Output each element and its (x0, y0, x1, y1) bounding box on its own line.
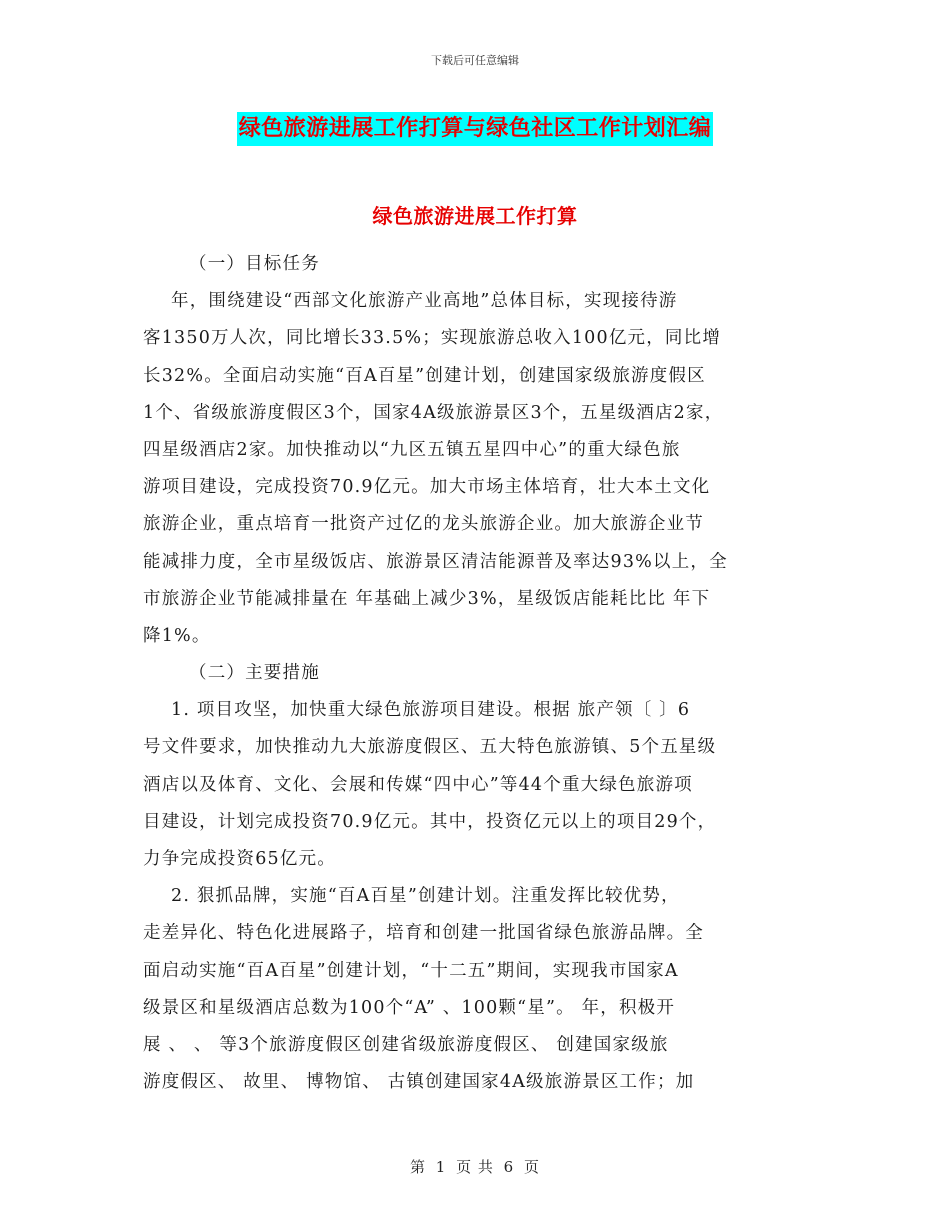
body-line: 力争完成投资65亿元。 (143, 849, 336, 869)
body-line: 能减排力度，全市星级饭店、旅游景区清洁能源普及率达93%以上，全 (143, 551, 728, 572)
body-line: 号文件要求，加快推动九大旅游度假区、五大特色旅游镇、5个五星级 (143, 737, 717, 758)
body-line: 面启动实施“百A百星”创建计划，“十二五”期间，实现我市国家A (143, 960, 679, 981)
body-line: 1个、省级旅游度假区3个，国家4A级旅游景区3个，五星级酒店2家， (143, 402, 724, 423)
page-footer (0, 1156, 950, 1177)
section-title: 绿色旅游进展工作打算 (372, 204, 578, 228)
body-line: 旅游企业，重点培育一批资产过亿的龙头旅游企业。加大旅游企业节 (143, 514, 704, 535)
body-line: 四星级酒店2家。加快推动以“九区五镇五星四中心”的重大绿色旅 (143, 439, 681, 460)
body-line: 酒店以及体育、文化、会展和传媒“四中心”等44个重大绿色旅游项 (143, 774, 693, 795)
body-text (143, 246, 815, 1101)
body-line: 市旅游企业节能减排量在 年基础上减少3%，星级饭店能耗比比 年下 (143, 588, 711, 609)
footer-suffix: 页 (524, 1158, 541, 1176)
document-title: 绿色旅游进展工作打算与绿色社区工作计划汇编 (237, 112, 714, 146)
body-line: （二）主要措施 (189, 663, 320, 684)
footer-page-number: 1 (435, 1158, 447, 1176)
body-line: 年，围绕建设“西部文化旅游产业高地”总体目标，实现接待游 (171, 291, 678, 312)
body-line: 目建设，计划完成投资70.9亿元。其中，投资亿元以上的项目29个， (143, 811, 717, 832)
body-line: （一）目标任务 (189, 254, 320, 274)
footer-mid: 页 共 (456, 1158, 494, 1176)
header-note: 下载后可任意编辑 (431, 54, 519, 67)
body-line: 2. 狠抓品牌，实施“百A百星”创建计划。注重发挥比较优势， (171, 886, 680, 907)
body-line: 客1350万人次，同比增长33.5%；实现旅游总收入100亿元，同比增 (143, 328, 722, 349)
footer-total-pages: 6 (503, 1158, 515, 1176)
body-line: 走差异化、特色化进展路子，培育和创建一批国省绿色旅游品牌。全 (143, 923, 704, 944)
body-line: 展 、 、 等3个旅游度假区创建省级旅游度假区、 创建国家级旅 (143, 1034, 669, 1055)
body-line: 长32%。全面启动实施“百A百星”创建计划，创建国家级旅游度假区 (143, 365, 706, 386)
document-title-wrap (0, 112, 950, 146)
body-line: 级景区和星级酒店总数为100个“A” 、100颗“星”。 年，积极开 (143, 997, 676, 1018)
body-line: 游度假区、 故里、 博物馆、 古镇创建国家4A级旅游景区工作；加 (143, 1072, 695, 1093)
body-line: 降1%。 (143, 625, 211, 646)
body-line: 游项目建设，完成投资70.9亿元。加大市场主体培育，壮大本土文化 (143, 477, 711, 498)
footer-prefix: 第 (409, 1158, 426, 1176)
body-line: 1. 项目攻坚，加快重大绿色旅游项目建设。根据 旅产领〔 〕6 (171, 700, 691, 721)
